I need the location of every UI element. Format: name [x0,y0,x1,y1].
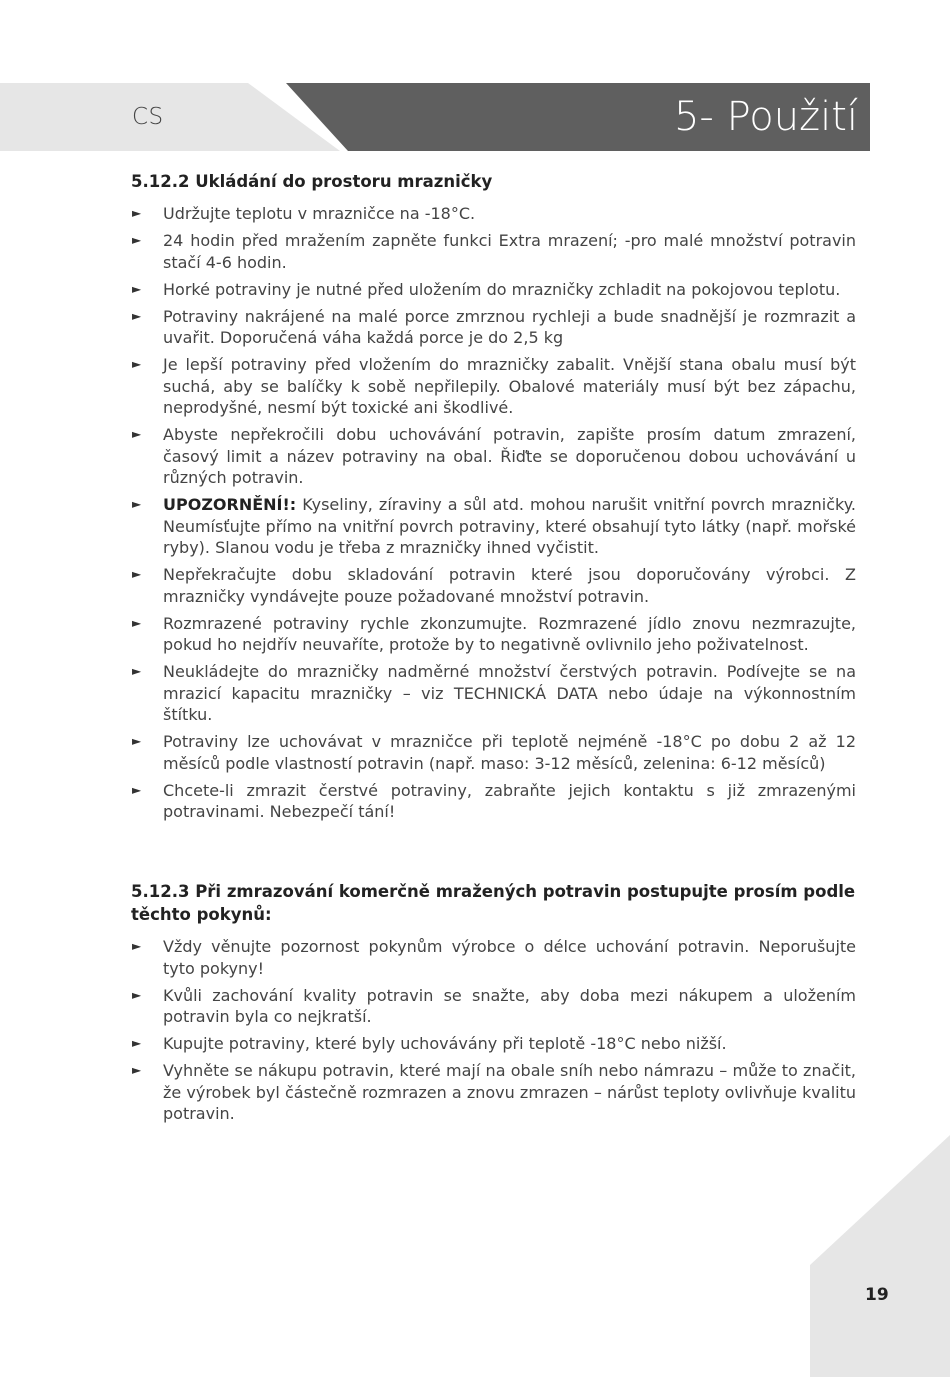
list-item: ► Potraviny nakrájené na malé porce zmrznou rychleji a bude snadnější je rozmrazit a uvařit. Doporučená váha každá porce je do 2,5 kg [132,306,856,347]
bullet-icon: ► [132,939,142,953]
list-item-warning: ► UPOZORNĚNÍ!: Kyseliny, zíraviny a sůl atd. mohou narušit vnitřní povrch mrazničky. Neumísťujte přímo na vnitřní povrch potraviny, které obsahují tyto látky (např. mořské ryby). Slanou vodu je třeba z mrazničky ihned vyčistit. [132,495,856,557]
bullet-list-storage [131,203,856,823]
list-item: ► Kvůli zachování kvality potravin se snažte, aby doba mezi nákupem a uložením potravin byla co nejkratší. [132,985,856,1026]
bullet-icon: ► [132,357,142,371]
bullet-icon: ► [132,233,142,247]
list-item: ► Abyste nepřekročili dobu uchovávání potravin, zapište prosím datum zmrazení, časový limit a název potraviny na obal. Řiďte se doporučenou dobou uchovávání u různých potravin. [132,425,856,487]
bullet-list-commercial [131,936,856,1125]
section-title: 5- Použití [673,94,858,140]
list-item: ► Vyhněte se nákupu potravin, které mají na obale sníh nebo námrazu – může to značit, že výrobek byl částečně rozmrazen a znovu zmrazen – nárůst teploty ovlivňuje kvalitu potravin. [132,1061,856,1123]
bullet-icon: ► [132,1063,142,1077]
main-content [131,170,856,1130]
list-item: ► Kupujte potraviny, které byly uchovávány při teplotě -18°C nebo nižší. [132,1034,727,1053]
bullet-icon: ► [132,782,142,797]
bullet-icon: ► [132,1036,142,1050]
list-item: ► Je lepší potraviny před vložením do mrazničky zabalit. Vnější stana obalu musí být suchá, aby se balíčky k sobě nepřilepily. Obalové materiály musí být bez zápachu, neprodyšné, nesmí být toxické ani škodlivé. [132,355,856,417]
list-item: ► Horké potraviny je nutné před uložením do mrazničky zchladit na pokojovou teplotu. [132,279,841,299]
list-item: ► Nepřekračujte dobu skladování potravin které jsou doporučovány výrobci. Z mrazničky vyndávejte pouze požadované množství potravin. [132,565,856,606]
bullet-icon: ► [132,427,142,441]
bullet-icon: ► [132,206,142,220]
bullet-icon: ► [132,734,142,748]
list-item: ► Udržujte teplotu v mrazničce na -18°C. [132,204,476,223]
list-item: ► Vždy věnujte pozornost pokynům výrobce o délce uchování potravin. Neporušujte tyto pokyny! [132,937,856,978]
bullet-icon: ► [132,567,142,581]
list-item: ► Rozmrazené potraviny rychle zkonzumujte. Rozmrazené jídlo znovu nezmrazujte, pokud ho nejdřív neuvaříte, protože by to negativně ovlivnilo jeho poživatelnost. [132,613,856,654]
list-item: ► Neukládejte do mrazničky nadměrné množství čerstvých potravin. Podívejte se na mrazicí kapacitu mrazničky – viz TECHNICKÁ DATA nebo údaje na výkonnostním štítku. [132,662,856,724]
header-light-band [0,83,340,151]
list-item: ► Chcete-li zmrazit čerstvé potraviny, zabraňte jejich kontaktu s již zmrazenými potravinami. Nebezpečí tání! [132,780,856,821]
bullet-icon: ► [132,615,142,630]
language-code: CS [132,104,164,130]
bullet-icon: ► [132,497,142,511]
bullet-icon: ► [132,664,142,678]
list-item: ► 24 hodin před mražením zapněte funkci Extra mrazení; -pro malé množství potravin stačí 4-6 hodin. [132,231,856,272]
page-number: 19 [865,1285,889,1305]
section-heading-5-12-2: 5.12.2 Ukládání do prostoru mrazničky [131,172,493,191]
bullet-icon: ► [132,281,142,296]
bullet-icon: ► [132,308,142,323]
warning-label: UPOZORNĚNÍ!: [163,495,297,514]
section-spacer [131,828,856,880]
bullet-icon: ► [132,987,142,1002]
list-item: ► Potraviny lze uchovávat v mrazničce při teplotě nejméně -18°C po dobu 2 až 12 měsíců podle vlastností potravin (např. maso: 3-12 měsíců, zelenina: 6-12 měsíců) [132,732,856,773]
section-heading-5-12-3: 5.12.3 Při zmrazování komerčně mražených potravin postupujte prosím podle těchto pokynů: [131,882,856,924]
corner-decoration [810,1135,950,1377]
